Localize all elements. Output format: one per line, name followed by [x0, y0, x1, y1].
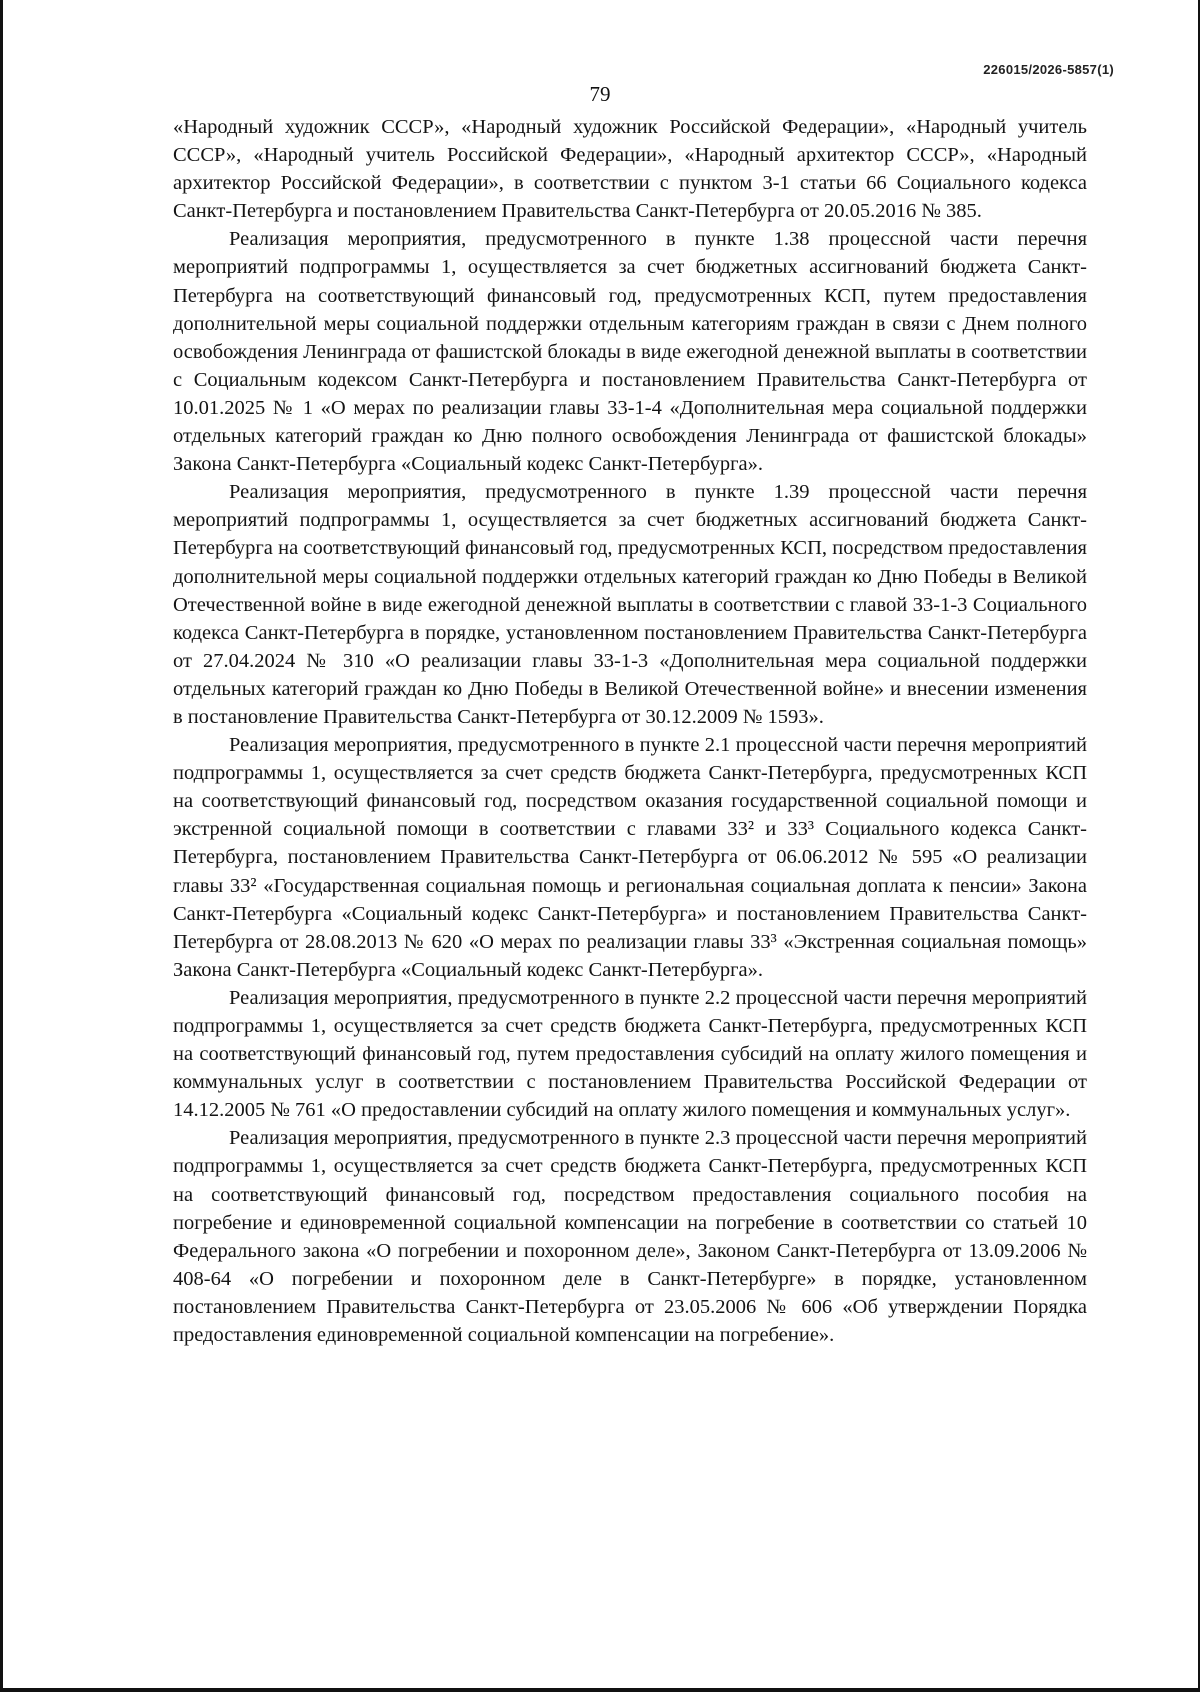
page-number: 79 — [589, 82, 611, 106]
paragraph-item-2-1: Реализация мероприятия, предусмотренного в пункте 2.1 процессной части перечня мероприятий подпрограммы 1, осуществляется за счет средств бюджета Санкт-Петербурга, предусмотренных КСП на соответствующий финансовый год, посредством оказания государственной социальной помощи и экстренной социальной помощи в соответствии с главами 33² и 33³ Социального кодекса Санкт-Петербурга, постановлением Правительства Санкт-Петербурга от 06.06.2012 № 595 «О реализации главы 33² «Государственная социальная помощь и региональная социальная доплата к пенсии» Закона Санкт-Петербурга «Социальный кодекс Санкт-Петербурга» и постановлением Правительства Санкт-Петербурга от 28.08.2013 № 620 «О мерах по реализации главы 33³ «Экстренная социальная помощь» Закона Санкт-Петербурга «Социальный кодекс Санкт-Петербурга». — [173, 734, 1087, 981]
document-body — [173, 113, 1087, 1349]
paragraph-item-1-39: Реализация мероприятия, предусмотренного в пункте 1.39 процессной части перечня мероприятий подпрограммы 1, осуществляется за счет бюджетных ассигнований бюджета Санкт-Петербурга на соответствующий финансовый год, предусмотренных КСП, посредством предоставления дополнительной меры социальной поддержки отдельных категорий граждан ко Дню Победы в Великой Отечественной войне в виде ежегодной денежной выплаты в соответствии с главой 33-1-3 Социального кодекса Санкт-Петербурга в порядке, установленном постановлением Правительства Санкт-Петербурга от 27.04.2024 № 310 «О реализации главы 33-1-3 «Дополнительная мера социальной поддержки отдельных категорий граждан ко Дню Победы в Великой Отечественной войне» и внесении изменения в постановление Правительства Санкт-Петербурга от 30.12.2009 № 1593». — [173, 481, 1087, 728]
paragraph-continuation: «Народный художник СССР», «Народный художник Российской Федерации», «Народный учитель СССР», «Народный учитель Российской Федерации», «Народный архитектор СССР», «Народный архитектор Российской Федерации», в соответствии с пунктом 3-1 статьи 66 Социального кодекса Санкт-Петербурга и постановлением Правительства Санкт-Петербурга от 20.05.2016 № 385. — [173, 116, 1087, 223]
scan-bottom-edge — [0, 1688, 1200, 1692]
scan-left-edge — [0, 0, 3, 1692]
paragraph-item-2-3: Реализация мероприятия, предусмотренного в пункте 2.3 процессной части перечня мероприятий подпрограммы 1, осуществляется за счет средств бюджета Санкт-Петербурга, предусмотренных КСП на соответствующий финансовый год, посредством предоставления социального пособия на погребение и единовременной социальной компенсации на погребение в соответствии со статьей 10 Федерального закона «О погребении и похоронном деле», Законом Санкт-Петербурга от 13.09.2006 № 408-64 «О погребении и похоронном деле в Санкт-Петербурге» в порядке, установленном постановлением Правительства Санкт-Петербурга от 23.05.2006 № 606 «Об утверждении Порядка предоставления единовременной социальной компенсации на погребение». — [173, 1127, 1087, 1347]
paragraph-item-1-38: Реализация мероприятия, предусмотренного в пункте 1.38 процессной части перечня мероприятий подпрограммы 1, осуществляется за счет бюджетных ассигнований бюджета Санкт-Петербурга на соответствующий финансовый год, предусмотренных КСП, путем предоставления дополнительной меры социальной поддержки отдельным категориям граждан в связи с Днем полного освобождения Ленинграда от фашистской блокады в виде ежегодной денежной выплаты в соответствии с Социальным кодексом Санкт-Петербурга и постановлением Правительства Санкт-Петербурга от 10.01.2025 № 1 «О мерах по реализации главы 33-1-4 «Дополнительная мера социальной поддержки отдельных категорий граждан ко Дню полного освобождения Ленинграда от фашистской блокады» Закона Санкт-Петербурга «Социальный кодекс Санкт-Петербурга». — [173, 228, 1087, 476]
document-registration-number: 226015/2026-5857(1) — [983, 62, 1114, 77]
paragraph-item-2-2: Реализация мероприятия, предусмотренного в пункте 2.2 процессной части перечня мероприятий подпрограммы 1, осуществляется за счет средств бюджета Санкт-Петербурга, предусмотренных КСП на соответствующий финансовый год, путем предоставления субсидий на оплату жилого помещения и коммунальных услуг в соответствии с постановлением Правительства Российской Федерации от 14.12.2005 № 761 «О предоставлении субсидий на оплату жилого помещения и коммунальных услуг». — [173, 986, 1087, 1122]
